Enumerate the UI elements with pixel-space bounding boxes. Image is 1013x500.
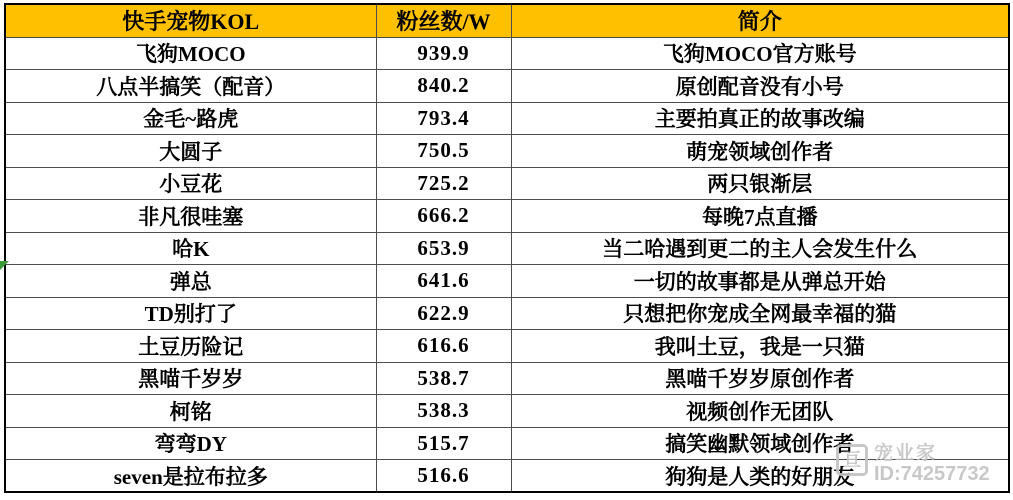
kol-table: [4, 3, 1010, 493]
header-fans: 粉丝数/W: [376, 4, 511, 37]
watermark-id: ID:74257732: [874, 462, 990, 485]
kol-name-cell: 黑喵千岁岁: [5, 362, 376, 395]
fans-cell: 725.2: [376, 167, 511, 200]
fans-cell: 939.9: [376, 37, 511, 70]
table-row: [5, 362, 1009, 395]
green-corner-marker: [0, 261, 9, 270]
kol-name-cell: 弹总: [5, 265, 376, 298]
kol-name-cell: 大圆子: [5, 135, 376, 168]
table-row: [5, 135, 1009, 168]
intro-cell: 我叫土豆，我是一只猫: [511, 330, 1009, 363]
kol-name-cell: 八点半搞笑（配音）: [5, 70, 376, 103]
kol-table-container: [4, 3, 1008, 492]
fans-cell: 840.2: [376, 70, 511, 103]
table-row: [5, 330, 1009, 363]
fans-cell: 538.7: [376, 362, 511, 395]
kol-name-cell: 飞狗MOCO: [5, 37, 376, 70]
kol-name-cell: 非凡很哇塞: [5, 200, 376, 233]
kol-name-cell: seven是拉布拉多: [5, 460, 376, 493]
table-row: [5, 460, 1009, 493]
fans-cell: 641.6: [376, 265, 511, 298]
table-header: [5, 4, 1009, 37]
intro-cell: 搞笑幽默领域创作者: [511, 427, 1009, 460]
intro-cell: 只想把你宠成全网最幸福的猫: [511, 297, 1009, 330]
intro-cell: 黑喵千岁岁原创作者: [511, 362, 1009, 395]
watermark-brand: 宠业家: [874, 443, 938, 464]
table-row: [5, 297, 1009, 330]
table-row: [5, 395, 1009, 428]
header-intro: 简介: [511, 4, 1009, 37]
table-row: [5, 102, 1009, 135]
fans-cell: 653.9: [376, 232, 511, 265]
kol-name-cell: 土豆历险记: [5, 330, 376, 363]
watermark-logo-icon: 亘: [836, 444, 868, 476]
table-row: [5, 427, 1009, 460]
fans-cell: 622.9: [376, 297, 511, 330]
intro-cell: 原创配音没有小号: [511, 70, 1009, 103]
header-row: [5, 4, 1009, 37]
kol-name-cell: 小豆花: [5, 167, 376, 200]
table-row: [5, 232, 1009, 265]
table-row: [5, 167, 1009, 200]
kol-name-cell: 哈K: [5, 232, 376, 265]
fans-cell: 516.6: [376, 460, 511, 493]
table-row: [5, 200, 1009, 233]
intro-cell: 萌宠领域创作者: [511, 135, 1009, 168]
intro-cell: 主要拍真正的故事改编: [511, 102, 1009, 135]
intro-cell: 飞狗MOCO官方账号: [511, 37, 1009, 70]
fans-cell: 515.7: [376, 427, 511, 460]
fans-cell: 666.2: [376, 200, 511, 233]
intro-cell: 每晚7点直播: [511, 200, 1009, 233]
intro-cell: 视频创作无团队: [511, 395, 1009, 428]
table-row: [5, 70, 1009, 103]
kol-name-cell: 弯弯DY: [5, 427, 376, 460]
table-row: [5, 37, 1009, 70]
intro-cell: 一切的故事都是从弹总开始: [511, 265, 1009, 298]
fans-cell: 793.4: [376, 102, 511, 135]
intro-cell: 当二哈遇到更二的主人会发生什么: [511, 232, 1009, 265]
intro-cell: 两只银渐层: [511, 167, 1009, 200]
kol-name-cell: 柯铭: [5, 395, 376, 428]
header-kol: 快手宠物KOL: [5, 4, 376, 37]
fans-cell: 538.3: [376, 395, 511, 428]
kol-name-cell: TD别打了: [5, 297, 376, 330]
table-body: [5, 37, 1009, 492]
kol-name-cell: 金毛~路虎: [5, 102, 376, 135]
table-row: [5, 265, 1009, 298]
fans-cell: 750.5: [376, 135, 511, 168]
intro-cell: 狗狗是人类的好朋友: [511, 460, 1009, 493]
fans-cell: 616.6: [376, 330, 511, 363]
